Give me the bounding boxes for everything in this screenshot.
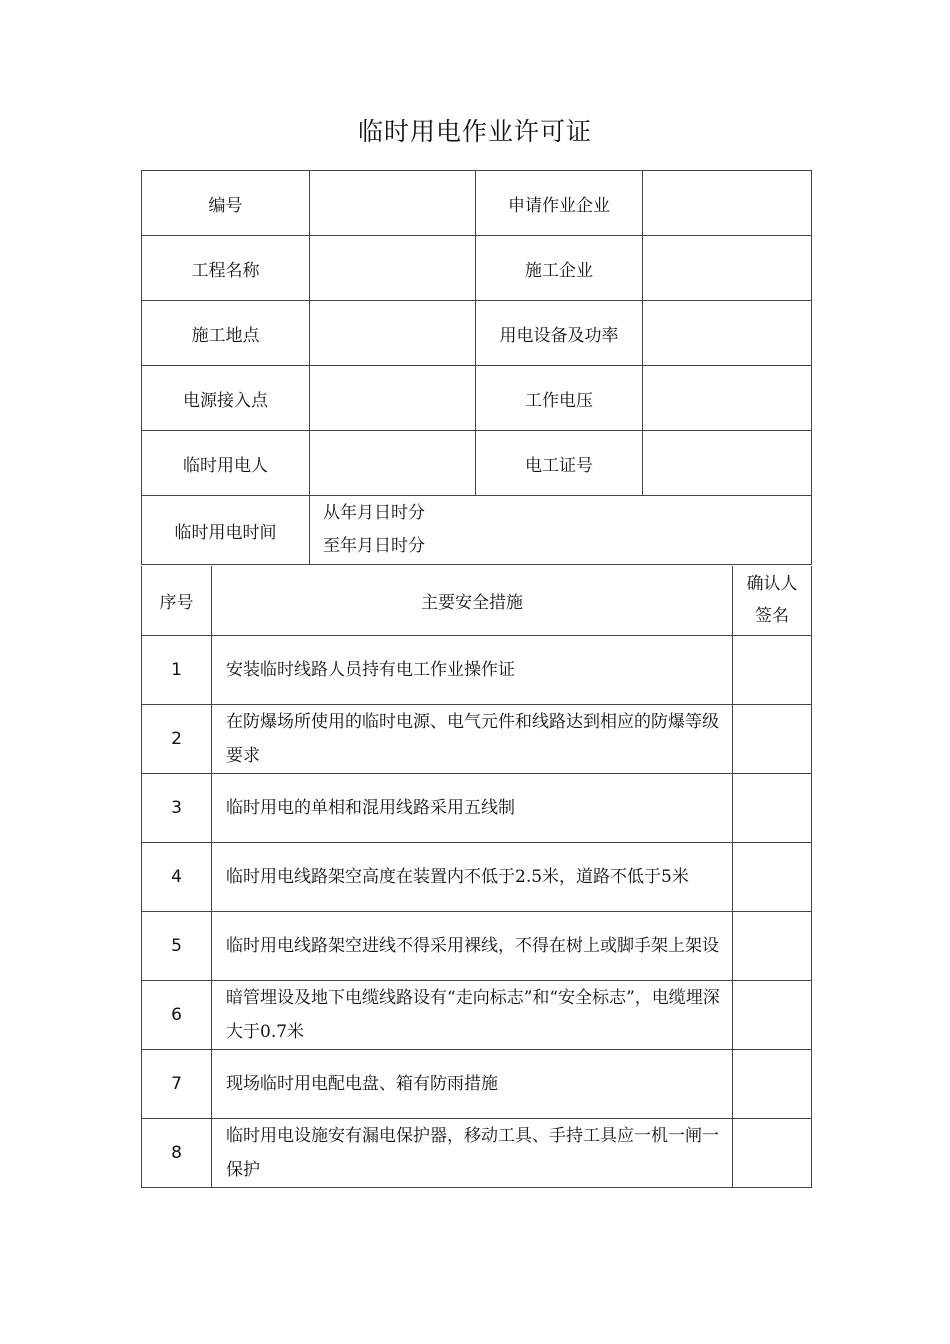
label-power-access-point: 电源接入点: [142, 366, 310, 431]
header-seq: 序号: [142, 566, 212, 635]
label-construction-site: 施工地点: [142, 301, 310, 366]
usage-time-field[interactable]: [310, 496, 812, 565]
measure-number: 6: [142, 980, 212, 1049]
measure-text: 临时用电的单相和混用线路采用五线制: [212, 773, 733, 842]
electrician-cert-number-field[interactable]: [643, 431, 812, 496]
header-confirm-line2: 签名: [755, 606, 789, 627]
measure-row: [142, 980, 812, 1049]
measure-row: [142, 1118, 812, 1187]
measure-row: [142, 704, 812, 773]
permit-number-field[interactable]: [310, 171, 476, 236]
measure-signature-field[interactable]: [733, 704, 812, 773]
measure-row: [142, 773, 812, 842]
label-usage-time: 临时用电时间: [142, 496, 310, 565]
applicant-company-field[interactable]: [643, 171, 812, 236]
info-row: [142, 366, 812, 431]
label-electrician-cert-number: 电工证号: [476, 431, 643, 496]
measure-text: 暗管埋设及地下电缆线路设有“走向标志”和“安全标志”，电缆埋深大于0.7米: [212, 980, 733, 1049]
measure-text: 现场临时用电配电盘、箱有防雨措施: [212, 1049, 733, 1118]
electricity-user-field[interactable]: [310, 431, 476, 496]
measure-number: 7: [142, 1049, 212, 1118]
measure-row: [142, 635, 812, 704]
measure-number: 8: [142, 1118, 212, 1187]
measure-signature-field[interactable]: [733, 911, 812, 980]
info-row: [142, 301, 812, 366]
header-measure: 主要安全措施: [212, 566, 733, 635]
measure-signature-field[interactable]: [733, 980, 812, 1049]
measure-signature-field[interactable]: [733, 842, 812, 911]
label-working-voltage: 工作电压: [476, 366, 643, 431]
measure-number: 4: [142, 842, 212, 911]
info-row: [142, 431, 812, 496]
measure-text: 在防爆场所使用的临时电源、电气元件和线路达到相应的防爆等级要求: [212, 704, 733, 773]
measure-signature-field[interactable]: [733, 635, 812, 704]
measure-signature-field[interactable]: [733, 773, 812, 842]
measure-number: 5: [142, 911, 212, 980]
project-name-field[interactable]: [310, 236, 476, 301]
label-construction-company: 施工企业: [476, 236, 643, 301]
measure-row: [142, 1049, 812, 1118]
measure-row: [142, 842, 812, 911]
time-to: 至年月日时分: [323, 536, 425, 556]
construction-site-field[interactable]: [310, 301, 476, 366]
power-access-point-field[interactable]: [310, 366, 476, 431]
measure-signature-field[interactable]: [733, 1118, 812, 1187]
time-from: 从年月日时分: [323, 503, 425, 523]
measure-signature-field[interactable]: [733, 1049, 812, 1118]
info-row: [142, 171, 812, 236]
measure-number: 3: [142, 773, 212, 842]
measure-number: 1: [142, 635, 212, 704]
measure-text: 临时用电线路架空进线不得采用裸线，不得在树上或脚手架上架设: [212, 911, 733, 980]
measure-number: 2: [142, 704, 212, 773]
measure-text: 安装临时线路人员持有电工作业操作证: [212, 635, 733, 704]
measure-text: 临时用电线路架空高度在装置内不低于2.5米，道路不低于5米: [212, 842, 733, 911]
header-confirm: [733, 566, 812, 635]
label-equipment-power: 用电设备及功率: [476, 301, 643, 366]
label-project-name: 工程名称: [142, 236, 310, 301]
measure-text: 临时用电设施安有漏电保护器，移动工具、手持工具应一机一闸一保护: [212, 1118, 733, 1187]
equipment-power-field[interactable]: [643, 301, 812, 366]
measures-header-row: [142, 566, 812, 635]
construction-company-field[interactable]: [643, 236, 812, 301]
time-row: [142, 496, 812, 565]
label-electricity-user: 临时用电人: [142, 431, 310, 496]
measure-row: [142, 911, 812, 980]
label-applicant-company: 申请作业企业: [476, 171, 643, 236]
label-permit-number: 编号: [142, 171, 310, 236]
working-voltage-field[interactable]: [643, 366, 812, 431]
safety-measures-table: [141, 566, 812, 1188]
document-title: 临时用电作业许可证: [357, 117, 592, 146]
header-confirm-line1: 确认人: [746, 574, 798, 595]
permit-info-table: [141, 170, 812, 565]
info-row: [142, 236, 812, 301]
